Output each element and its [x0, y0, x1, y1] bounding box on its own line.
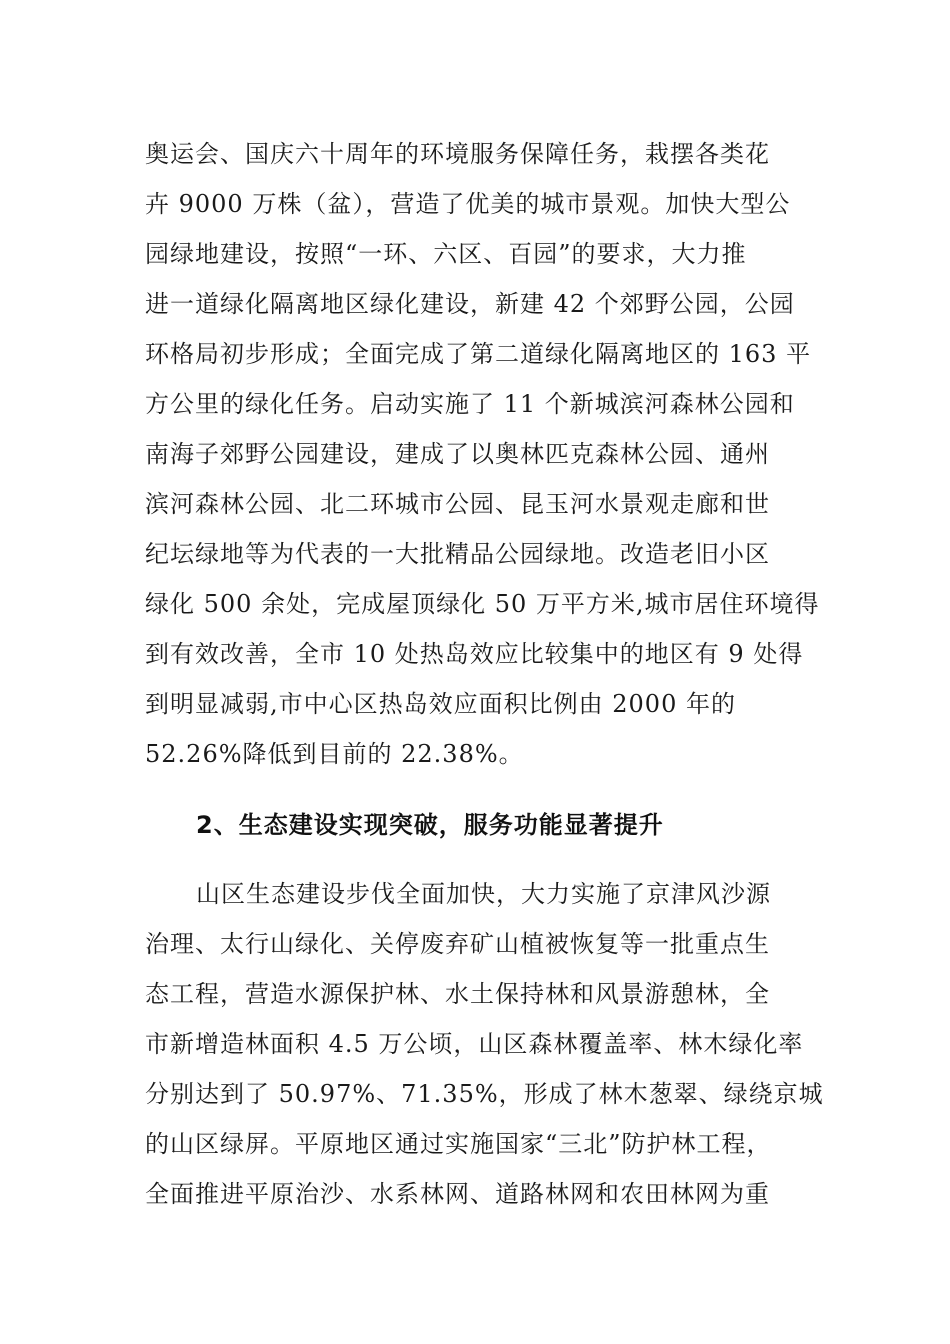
paragraph-line: 滨河森林公园、北二环城市公园、昆玉河水景观走廊和世	[145, 490, 770, 518]
paragraph-line: 态工程，营造水源保护林、水土保持林和风景游憩林，全	[145, 980, 770, 1008]
paragraph-line: 方公里的绿化任务。启动实施了 11 个新城滨河森林公园和	[145, 390, 795, 418]
paragraph-line: 纪坛绿地等为代表的一大批精品公园绿地。改造老旧小区	[145, 540, 770, 568]
paragraph-line: 园绿地建设，按照“一环、六区、百园”的要求，大力推	[145, 240, 747, 268]
paragraph-line: 治理、太行山绿化、关停废弃矿山植被恢复等一批重点生	[145, 930, 770, 958]
paragraph-line: 的山区绿屏。平原地区通过实施国家“三北”防护林工程，	[145, 1130, 772, 1158]
paragraph-line: 南海子郊野公园建设，建成了以奥林匹克森林公园、通州	[145, 440, 770, 468]
paragraph-line: 奥运会、国庆六十周年的环境服务保障任务，栽摆各类花	[145, 140, 770, 168]
paragraph-line: 绿化 500 余处，完成屋顶绿化 50 万平方米,城市居住环境得	[145, 590, 820, 618]
paragraph-line: 52.26%降低到目前的 22.38%。	[145, 740, 524, 768]
paragraph-line: 环格局初步形成；全面完成了第二道绿化隔离地区的 163 平	[145, 340, 812, 368]
paragraph-line: 山区生态建设步伐全面加快，大力实施了京津风沙源	[196, 880, 771, 908]
paragraph-line: 市新增造林面积 4.5 万公顷，山区森林覆盖率、林木绿化率	[145, 1030, 804, 1058]
section-heading: 2、生态建设实现突破，服务功能显著提升	[196, 811, 664, 839]
paragraph-line: 进一道绿化隔离地区绿化建设，新建 42 个郊野公园，公园	[145, 290, 795, 318]
paragraph-line: 分别达到了 50.97%、71.35%，形成了林木葱翠、绿绕京城	[145, 1080, 824, 1108]
paragraph-line: 卉 9000 万株（盆），营造了优美的城市景观。加快大型公	[145, 190, 791, 218]
paragraph-line: 到明显减弱,市中心区热岛效应面积比例由 2000 年的	[145, 690, 736, 718]
paragraph-line: 全面推进平原治沙、水系林网、道路林网和农田林网为重	[145, 1180, 770, 1208]
paragraph-line: 到有效改善，全市 10 处热岛效应比较集中的地区有 9 处得	[145, 640, 804, 668]
